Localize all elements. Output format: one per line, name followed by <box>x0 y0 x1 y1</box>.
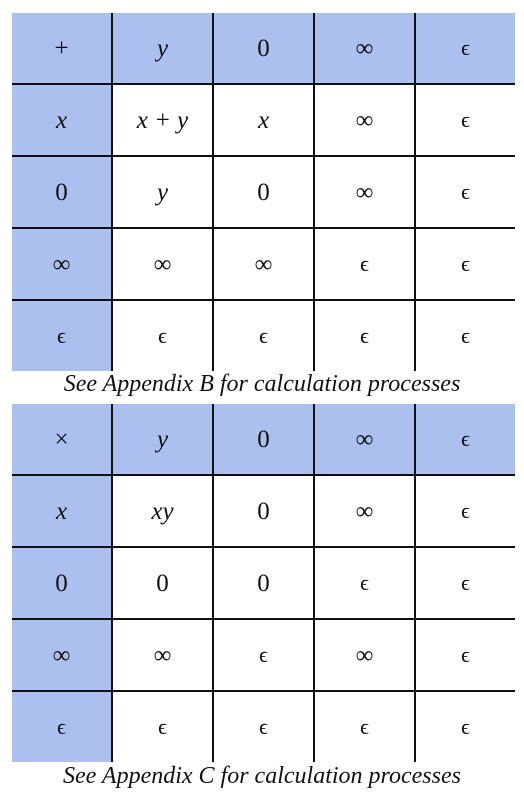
column-header-cell: 0 <box>213 13 314 84</box>
table-cell: ϵ <box>461 714 470 739</box>
operator-cell: × <box>12 404 112 475</box>
table-cell: ϵ <box>461 323 470 348</box>
table-cell: x <box>213 84 314 156</box>
table-row <box>12 84 515 156</box>
table-cell: ϵ <box>112 300 213 371</box>
row-header-cell: 0 <box>12 156 112 228</box>
table-row <box>12 475 515 547</box>
table-cell: 0 <box>213 156 314 228</box>
row-header-cell: 0 <box>12 547 112 619</box>
multiplication-table <box>12 404 515 762</box>
table-cell: ϵ <box>415 475 515 547</box>
column-header-cell: ϵ <box>415 13 515 84</box>
table-cell: ϵ <box>112 691 213 762</box>
table-cell: ϵ <box>213 619 314 691</box>
table-cell: x + y <box>112 84 213 156</box>
table-cell: ϵ <box>314 547 415 619</box>
table-cell: ∞ <box>112 228 213 300</box>
table-cell: ∞ <box>314 156 415 228</box>
table-cell: xy <box>112 475 213 547</box>
table-cell: ϵ <box>213 691 314 762</box>
table-cell: ∞ <box>112 619 213 691</box>
table-cell: ϵ <box>415 84 515 156</box>
table-cell: ∞ <box>314 84 415 156</box>
table-cell: ϵ <box>415 228 515 300</box>
table-row <box>12 300 515 371</box>
addition-table <box>12 13 515 371</box>
table-row <box>12 547 515 619</box>
table-cell: ϵ <box>415 547 515 619</box>
column-header-cell: ϵ <box>415 404 515 475</box>
table-cell: ϵ <box>314 228 415 300</box>
row-header-cell: ∞ <box>12 228 112 300</box>
table-cell: ∞ <box>213 228 314 300</box>
column-header-cell: 0 <box>213 404 314 475</box>
row-header-cell: ∞ <box>12 619 112 691</box>
row-header-cell: ϵ <box>12 300 112 371</box>
table-cell: ϵ <box>314 691 415 762</box>
table-row <box>12 228 515 300</box>
column-header-cell: y <box>112 13 213 84</box>
row-header-cell: x <box>12 475 112 547</box>
table-cell: ϵ <box>314 300 415 371</box>
row-header-cell: ϵ <box>12 691 112 762</box>
table-cell: ϵ <box>415 156 515 228</box>
table-cell: ∞ <box>314 619 415 691</box>
column-header-cell: ∞ <box>314 13 415 84</box>
column-header-cell: ∞ <box>314 404 415 475</box>
column-header-cell: y <box>112 404 213 475</box>
table-cell: ϵ <box>415 619 515 691</box>
operator-cell: + <box>12 13 112 84</box>
table-cell: 0 <box>213 475 314 547</box>
row-header-cell: x <box>12 84 112 156</box>
multiplication-table-caption: See Appendix C for calculation processes <box>63 763 461 789</box>
table-cell: ∞ <box>314 475 415 547</box>
addition-table-caption: See Appendix B for calculation processes <box>63 371 461 397</box>
table-cell: 0 <box>213 547 314 619</box>
table-row <box>12 691 515 762</box>
table-cell: y <box>112 156 213 228</box>
table-cell: 0 <box>112 547 213 619</box>
table-row <box>12 619 515 691</box>
header-row <box>12 13 515 84</box>
table-row <box>12 156 515 228</box>
header-row <box>12 404 515 475</box>
table-cell: ϵ <box>213 300 314 371</box>
